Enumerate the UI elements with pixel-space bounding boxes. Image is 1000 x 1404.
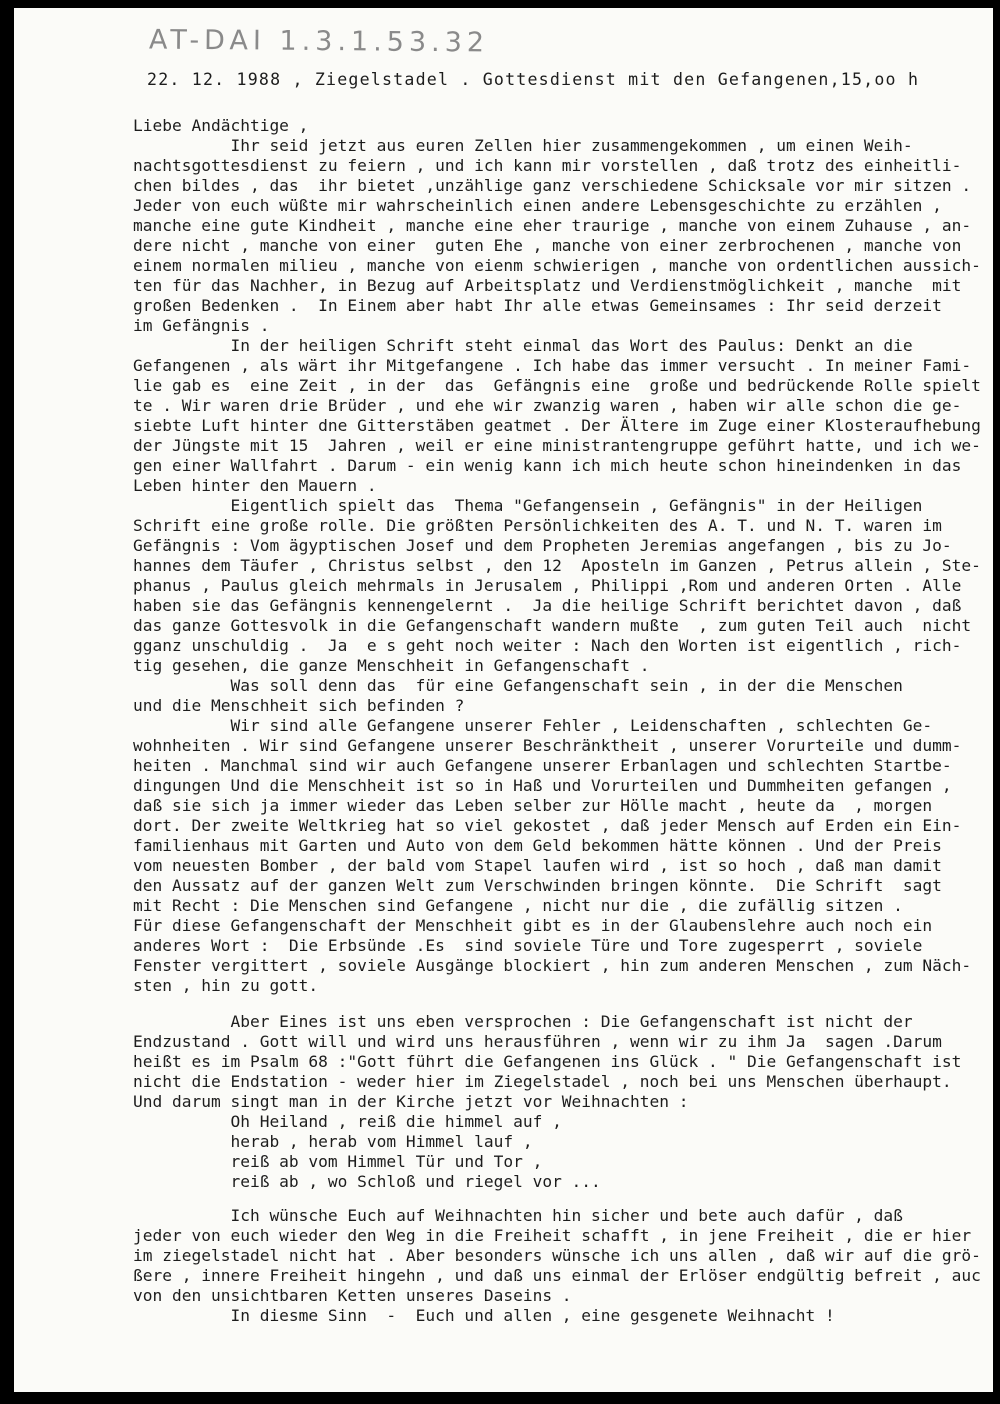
text-line: einem normalen milieu , manche von eienm schwierigen , manche von ordentlichen aussich- [133,256,981,275]
text-line: In diesme Sinn - Euch und allen , eine gesgenete Weihnacht ! [133,1306,835,1325]
text-line: nachtsgottesdienst zu feiern , und ich kann mir vorstellen , daß trotz des einheitli- [133,156,962,175]
text-line: wohnheiten . Wir sind Gefangene unserer Beschränktheit , unserer Vorurteile und dumm- [133,736,962,755]
text-line: manche eine gute Kindheit , manche eine eher traurige , manche von einem Zuhause , an- [133,216,972,235]
text-line: gen einer Wallfahrt . Darum - ein wenig kann ich mich heute schon hineindenken in das [133,456,962,475]
text-line: reiß ab , wo Schloß und riegel vor ... [133,1172,601,1191]
text-line: siebte Luft hinter dne Gitterstäben geatmet . Der Ältere im Zuge einer Klosteraufhebung [133,416,981,435]
text-line: der Jüngste mit 15 Jahren , weil er eine ministrantengruppe geführt hatte, und ich we- [133,436,981,455]
text-line: phanus , Paulus gleich mehrmals in Jerusalem , Philippi ,Rom und anderen Orten . Alle [133,576,962,595]
text-line: te . Wir waren drie Brüder , und ehe wir zwanzig waren , haben wir alle schon die ge- [133,396,962,415]
document-page [14,8,993,1392]
text-line: Gefangenen , als wärt ihr Mitgefangene . Ich habe das immer versucht . In meiner Fami- [133,356,972,375]
text-line: familienhaus mit Garten und Auto von dem Geld bekommen hätte können . Und der Preis [133,836,942,855]
text-line: anderes Wort : Die Erbsünde .Es sind soviele Türe und Tore zugesperrt , soviele [133,936,923,955]
text-line: Oh Heiland , reiß die himmel auf , [133,1112,562,1131]
text-line: lie gab es eine Zeit , in der das Gefängnis eine große und bedrückende Rolle spielt [133,376,981,395]
text-line: Für diese Gefangenschaft der Menschheit gibt es in der Glaubenslehre auch noch ein [133,916,933,935]
text-line: reiß ab vom Himmel Tür und Tor , [133,1152,543,1171]
text-line: heiten . Manchmal sind wir auch Gefangene unserer Erbanlagen und schlechten Startbe- [133,756,952,775]
text-line: daß sie sich ja immer wieder das Leben selber zur Hölle macht , heute da , morgen [133,796,933,815]
text-line: Wir sind alle Gefangene unserer Fehler , Leidenschaften , schlechten Ge- [133,716,933,735]
text-line: den Aussatz auf der ganzen Welt zum Verschwinden bringen könnte. Die Schrift sagt [133,876,942,895]
text-line: Liebe Andächtige , [133,116,309,135]
text-line: nicht die Endstation - weder hier im Ziegelstadel , noch bei uns Menschen überhaupt. [133,1072,952,1091]
text-line: hannes dem Täufer , Christus selbst , den 12 Aposteln im Ganzen , Petrus allein , Ste- [133,556,981,575]
text-line: das ganze Gottesvolk in die Gefangenschaft wandern mußte , zum guten Teil auch nicht [133,616,972,635]
text-line: Leben hinter den Mauern . [133,476,377,495]
text-line: von den unsichtbaren Ketten unseres Daseins . [133,1286,572,1305]
text-line: im ziegelstadel nicht hat . Aber besonders wünsche ich uns allen , daß wir auf die grö- [133,1246,981,1265]
text-line: chen bildes , das ihr bietet ,unzählige ganz verschiedene Schicksale vor mir sitzen . [133,176,972,195]
text-line: Was soll denn das für eine Gefangenschaft sein , in der die Menschen [133,676,903,695]
text-line: Fenster vergittert , soviele Ausgänge blockiert , hin zum anderen Menschen , zum Näch- [133,956,972,975]
text-line: heißt es im Psalm 68 :"Gott führt die Gefangenen ins Glück . " Die Gefangenschaft ist [133,1052,962,1071]
text-line: Eigentlich spielt das Thema "Gefangensein , Gefängnis" in der Heiligen [133,496,923,515]
text-line: sten , hin zu gott. [133,976,319,995]
text-line: Ihr seid jetzt aus euren Zellen hier zusammengekommen , um einen Weih- [133,136,913,155]
document-heading: 22. 12. 1988 , Ziegelstadel . Gottesdienst mit den Gefangenen,15,oo h [147,70,920,89]
text-line: Endzustand . Gott will und wird uns herausführen , wenn wir zu ihm Ja sagen .Darum [133,1032,942,1051]
text-line: mit Recht : Die Menschen sind Gefangene , nicht nur die , die zufällig sitzen . [133,896,903,915]
text-line: dere nicht , manche von einer guten Ehe , manche von einer zerbrochenen , manche von [133,236,962,255]
text-line: vom neuesten Bomber , der bald vom Stapel laufen wird , ist so hoch , daß man damit [133,856,942,875]
text-line: großen Bedenken . In Einem aber habt Ihr alle etwas Gemeinsames : Ihr seid derzeit [133,296,942,315]
text-line: herab , herab vom Himmel lauf , [133,1132,533,1151]
archive-signature-mark: AT-DAI 1.3.1.53.32 [148,24,490,59]
text-line: Jeder von euch wüßte mir wahrscheinlich einen andere Lebensgeschichte zu erzählen , [133,196,942,215]
text-line: gganz unschuldig . Ja e s geht noch weiter : Nach den Worten ist eigentlich , rich- [133,636,962,655]
text-line: und die Menschheit sich befinden ? [133,696,465,715]
text-line: Gefängnis : Vom ägyptischen Josef und dem Propheten Jeremias angefangen , bis zu Jo- [133,536,952,555]
text-line: dingungen Und die Menschheit ist so in Haß und Vorurteilen und Dummheiten gefangen , [133,776,952,795]
text-line: ßere , innere Freiheit hingehn , und daß uns einmal der Erlöser endgültig befreit , auc [133,1266,981,1285]
text-line: Schrift eine große rolle. Die größten Persönlichkeiten des A. T. und N. T. waren im [133,516,942,535]
text-line: im Gefängnis . [133,316,270,335]
text-line: jeder von euch wieder den Weg in die Freiheit schafft , in jene Freiheit , die er hier [133,1226,972,1245]
text-line: Und darum singt man in der Kirche jetzt vor Weihnachten : [133,1092,689,1111]
text-line: In der heiligen Schrift steht einmal das Wort des Paulus: Denkt an die [133,336,913,355]
text-line: haben sie das Gefängnis kennengelernt . Ja die heilige Schrift berichtet davon , daß [133,596,962,615]
text-line: dort. Der zweite Weltkrieg hat so viel gekostet , daß jeder Mensch auf Erden ein Ein- [133,816,962,835]
text-line: tig gesehen, die ganze Menschheit in Gefangenschaft . [133,656,650,675]
text-line: Ich wünsche Euch auf Weihnachten hin sicher und bete auch dafür , daß [133,1206,903,1225]
text-line: ten für das Nachher, in Bezug auf Arbeitsplatz und Verdienstmöglichkeit , manche mit [133,276,962,295]
text-line: Aber Eines ist uns eben versprochen : Die Gefangenschaft ist nicht der [133,1012,913,1031]
